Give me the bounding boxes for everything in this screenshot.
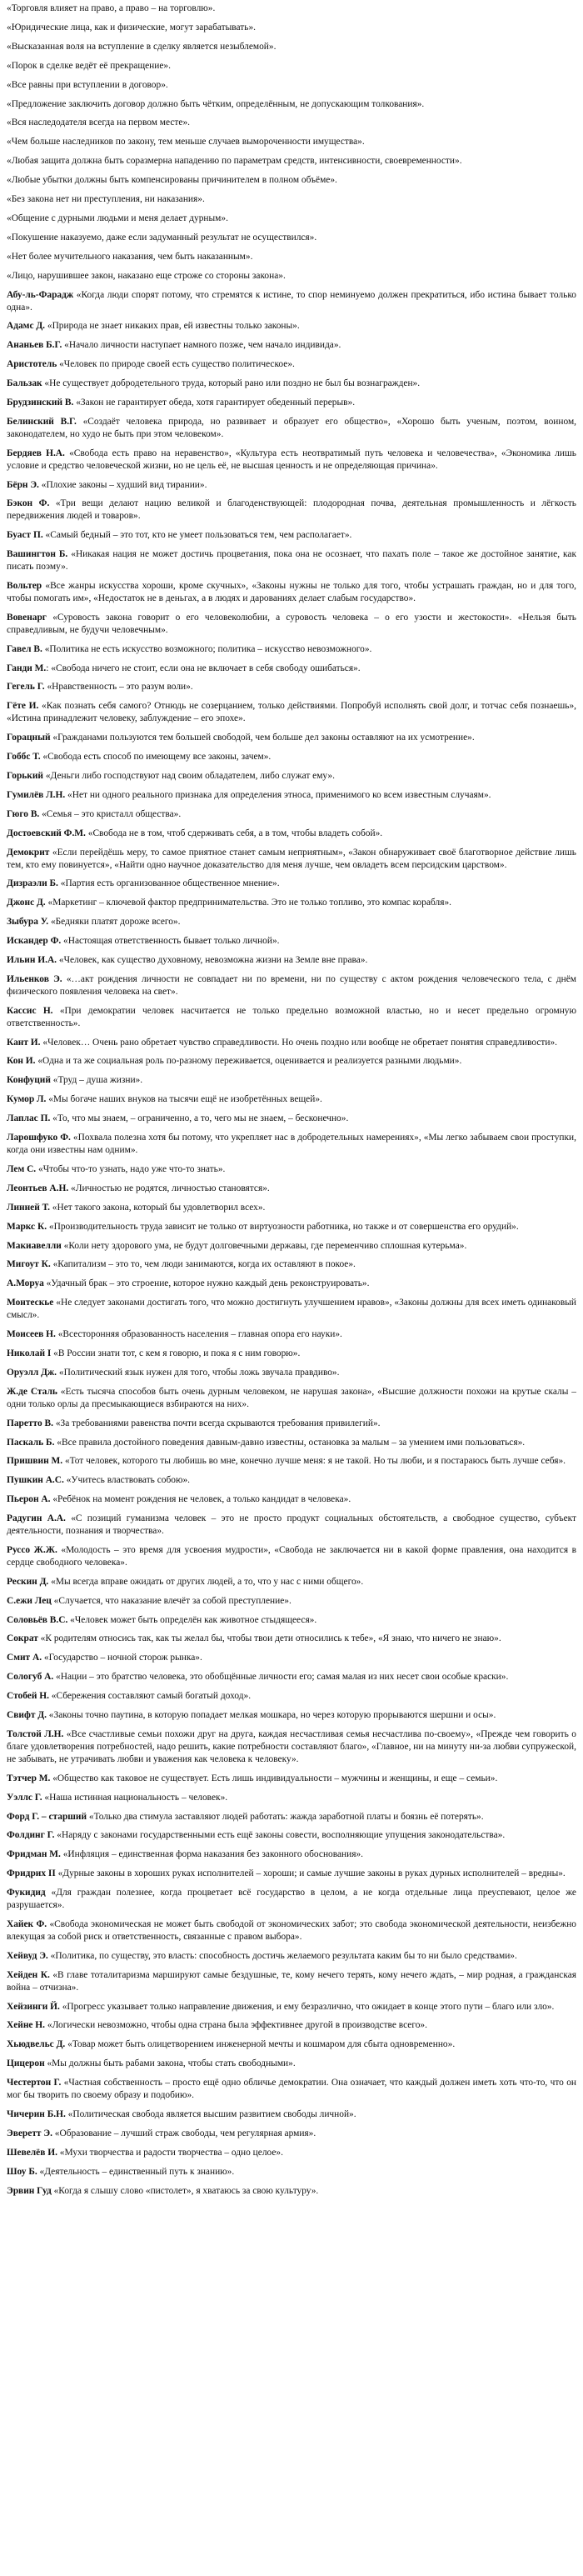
- quote-text: «Как познать себя самого? Отнюдь не созерцанием, только действиями. Попробуй исполнять свой долг, и тотчас себя познаешь», «Истина принадлежит человеку, заблуждение – его эпохе».: [7, 701, 576, 724]
- quote-text: «Высказанная воля на вступление в сделку является незыблемой».: [7, 41, 277, 52]
- quote-line: [7, 1671, 576, 1683]
- quote-line: [7, 770, 576, 783]
- quote-line: [7, 580, 576, 605]
- quote-text: «В главе тоталитаризма маршируют самые бездушные, те, кому нечего терять, кому нечего ждать, – мир родная, а гражданская война – отчизна».: [7, 1969, 577, 1993]
- quote-line: [7, 174, 576, 187]
- quote-line: [7, 1829, 576, 1842]
- quote-text: «Когда я слышу слово «пистолет», я хватаюсь за свою культуру».: [51, 2185, 319, 2196]
- quote-line: [7, 1037, 576, 1049]
- quote-author: Соловьёв В.С.: [7, 1614, 68, 1625]
- quote-text: «Для граждан полезнее, когда процветает всё государство в целом, а не когда отдельные лица преуспевают, целое же разрушается».: [7, 1888, 576, 1911]
- quote-author: Свифт Д.: [7, 1710, 47, 1721]
- quote-author: Ильенков Э.: [7, 973, 62, 984]
- quote-text: «Закон не гарантирует обеда, хотя гарантирует обеденный перерыв».: [73, 398, 356, 408]
- quote-text: «Человек… Очень рано обретает чувство справедливости. Но очень поздно или вообще не обретает понятия справедливости».: [40, 1037, 558, 1048]
- quote-author: Вольтер: [7, 581, 42, 591]
- quote-line: [7, 935, 576, 948]
- quote-author: Гёте И.: [7, 701, 39, 712]
- quote-author: Гумилёв Л.Н.: [7, 789, 66, 800]
- quote-line: [7, 1950, 576, 1963]
- quote-author: Сологуб А.: [7, 1672, 54, 1683]
- quote-text: «Мы должны быть рабами закона, чтобы стать свободными».: [44, 2058, 296, 2069]
- quote-line: [7, 1202, 576, 1214]
- quote-text: «Общество как таковое не существует. Есть лишь индивидуальности – мужчины и женщины, и еще – семьи».: [50, 1773, 498, 1783]
- quote-text: «Все жанры искусства хороши, кроме скучных», «Законы нужны не только для того, чтобы устрашать граждан, но и для того, чтобы помогать им», «Недостаток не в деньгах, а в людях и дарованиях делает слабым государство».: [7, 581, 576, 603]
- quote-line: [7, 1437, 576, 1449]
- quote-author: Ганди М.: [7, 663, 47, 673]
- quote-line: [7, 1690, 576, 1703]
- quote-line: [7, 3, 576, 15]
- quote-text: «За требованиями равенства почти всегда скрываются требования привилегий».: [52, 1418, 381, 1428]
- quote-line: [7, 1367, 576, 1379]
- quote-text: «Сбережения составляют самый богатый доход».: [48, 1691, 252, 1702]
- quote-author: Моисеев Н.: [7, 1329, 56, 1340]
- quote-text: «Свобода не в том, чтоб сдерживать себя, а в том, чтобы владеть собой».: [85, 828, 383, 838]
- quote-line: [7, 2058, 576, 2070]
- quote-line: [7, 1493, 576, 1506]
- quote-text: «Государство – ночной сторож рынка».: [42, 1653, 202, 1663]
- quote-author: Руссо Ж.Ж.: [7, 1544, 57, 1555]
- quote-text: «Не следует законами достигать того, что можно достигнуть улучшением нравов», «Законы должны для всех иметь одинаковый смысл».: [7, 1298, 576, 1321]
- quote-author: Стобей Н.: [7, 1691, 49, 1702]
- quote-text: «Одна и та же социальная роль по-разному переживается, оценивается и реализуется разными людьми».: [35, 1056, 462, 1067]
- quote-line: [7, 1418, 576, 1430]
- quote-author: Лем С.: [7, 1163, 37, 1174]
- quote-author: Паретто В.: [7, 1418, 53, 1428]
- quote-line: [7, 897, 576, 909]
- quote-text: «Торговля влияет на право, а право – на торговлю».: [7, 3, 216, 13]
- quote-line: [7, 878, 576, 890]
- quote-text: «Труд – душа жизни».: [50, 1075, 143, 1086]
- quote-text: «Любая защита должна быть соразмерна нападению по параметрам средств, интенсивности, своевременности».: [7, 156, 462, 167]
- quote-author: Кон И.: [7, 1056, 36, 1067]
- quote-line: [7, 916, 576, 928]
- quote-line: [7, 612, 576, 637]
- quote-author: Дизраэли Б.: [7, 878, 58, 889]
- quote-author: Демокрит: [7, 847, 50, 858]
- quote-line: [7, 1595, 576, 1608]
- quote-author: Ильин И.А.: [7, 955, 57, 966]
- quote-text: «Товар может быть олицетворением инженерной мечты и кошмаром для сбыта одновременно».: [65, 2039, 456, 2050]
- quote-author: Ананьев Б.Г.: [7, 340, 62, 351]
- quote-text: «Политическая свобода является высшим развитием свободы личной».: [65, 2108, 356, 2119]
- quote-line: [7, 1513, 576, 1538]
- quote-text: «При демократии человек насчитается не только предельно возможной властью, но и несет предельно огромную ответственность».: [7, 1005, 576, 1028]
- quote-author: А.Моруа: [7, 1278, 44, 1289]
- quote-author: Бердяев Н.А.: [7, 448, 65, 458]
- quote-author: Паскаль Б.: [7, 1437, 55, 1448]
- quote-text: «Логически невозможно, чтобы одна страна была эффективнее другой в производстве всего».: [45, 2020, 427, 2031]
- quote-line: [7, 1328, 576, 1341]
- quote-text: «Любые убытки должны быть компенсированы причинителем в полном объёме».: [7, 175, 337, 186]
- quote-text: «Партия есть организованное общественное мнение».: [57, 878, 280, 889]
- quote-line: [7, 358, 576, 371]
- quote-text: «Мы всегда вправе ожидать от других людей, а то, что у нас с ними общего».: [48, 1576, 364, 1587]
- quote-author: Пушкин А.С.: [7, 1475, 64, 1486]
- quote-text: «Бедняки платят дороже всего».: [48, 917, 181, 928]
- quote-line: [7, 1074, 576, 1087]
- quote-text: «Тот человек, которого ты любишь во мне, конечно лучше меня: я не такой. Но ты люби, и я постараюсь быть лучше себя».: [62, 1456, 566, 1467]
- quote-author: Эрвин Гуд: [7, 2185, 52, 2196]
- quote-text: «Маркетинг – ключевой фактор предпринимательства. Это не только топливо, это компас корабля».: [45, 898, 451, 908]
- quote-author: Макиавелли: [7, 1240, 62, 1251]
- quote-text: «Семья – это кристалл общества».: [39, 808, 182, 819]
- quote-author: Хейне Н.: [7, 2020, 46, 2031]
- quote-text: «Похвала полезна хотя бы потому, что укрепляет нас в добродетельных намерениях», «Мы легко забываем свои проступки, когда они известны нам одним».: [7, 1133, 576, 1155]
- quote-text: «Капитализм – это то, чем люди занимаются, когда их оставляют в покое».: [50, 1259, 356, 1270]
- quote-author: Уэллс Г.: [7, 1792, 42, 1803]
- quote-text: «Ребёнок на момент рождения не человек, а только кандидат в человека».: [50, 1494, 351, 1505]
- quote-author: Бёрн Э.: [7, 479, 39, 490]
- quote-line: [7, 1811, 576, 1823]
- quote-line: [7, 339, 576, 352]
- quote-text: «Предложение заключить договор должно быть чётким, определённым, не допускающим толкования».: [7, 98, 425, 109]
- quote-author: Честертон Г.: [7, 2078, 62, 2088]
- quote-text: «Человек по природе своей есть существо политическое».: [57, 359, 295, 370]
- quote-text: «Удачный брак – это строение, которое нужно каждый день реконструировать».: [43, 1278, 370, 1289]
- quote-text: «Коли нету здорового ума, не будут долговечными державы, где переменчиво сплошная кутерьма».: [61, 1240, 467, 1251]
- quote-author: Зыбура У.: [7, 917, 49, 928]
- quote-line: [7, 2147, 576, 2159]
- quote-author: Сократ: [7, 1633, 38, 1644]
- quote-author: Бальзак: [7, 378, 42, 389]
- quote-author: Хайек Ф.: [7, 1918, 47, 1929]
- quote-line: [7, 1633, 576, 1645]
- quote-line: [7, 1258, 576, 1271]
- quote-line: [7, 320, 576, 333]
- quote-line: [7, 847, 576, 872]
- quote-text: «Все равны при вступлении в договор».: [7, 79, 168, 90]
- quote-line: [7, 2001, 576, 2013]
- quote-line: [7, 1868, 576, 1880]
- quote-line: [7, 1792, 576, 1804]
- quote-text: «Дурные законы в хороших руках исполнителей – хороши; и самые лучшие законы в руках дурных исполнителей – вредны».: [55, 1868, 566, 1879]
- quote-line: [7, 1183, 576, 1195]
- quote-author: Цицерон: [7, 2058, 45, 2069]
- quote-line: [7, 1887, 576, 1912]
- quote-line: [7, 289, 576, 314]
- quote-text: «Есть тысяча способов быть очень дурным человеком, не нарушая закона», «Высшие должности похожи на крутые скалы – одни только орлы да пресмыкающиеся взбираются на них».: [7, 1386, 576, 1409]
- quote-line: [7, 60, 576, 73]
- quote-author: Фридман М.: [7, 1849, 61, 1860]
- quote-line: [7, 2185, 576, 2198]
- quote-text: «Без закона нет ни преступления, ни наказания».: [7, 194, 205, 205]
- quote-line: [7, 98, 576, 111]
- quote-text: «В России знати тот, с кем я говорю, и пока я с ним говорю».: [51, 1348, 301, 1358]
- quote-text: «Чем больше наследников по закону, тем меньше случаев вымороченности имущества».: [7, 137, 365, 148]
- quote-author: Кумор Л.: [7, 1094, 47, 1105]
- quote-line: [7, 1297, 576, 1322]
- quote-line: [7, 1132, 576, 1157]
- quote-text: «Создаёт человека природа, но развивает и образует его общество», «Хорошо быть ученым, поэтом, воином, законодателем, но худо не быть при этом человеком».: [7, 416, 577, 439]
- quote-text: «Все правила достойного поведения давным-давно известны, остановка за малым – за умением ими пользоваться».: [54, 1437, 526, 1448]
- quote-author: Лаплас П.: [7, 1113, 51, 1124]
- quote-author: Достоевский Ф.М.: [7, 828, 86, 838]
- quote-author: Оруэлл Дж.: [7, 1367, 57, 1378]
- quote-author: Маркс К.: [7, 1221, 47, 1232]
- quote-line: [7, 117, 576, 129]
- quote-author: Кассис Н.: [7, 1005, 53, 1016]
- quote-text: «Самый бедный – это тот, кто не умеет пользоваться тем, чем располагает».: [42, 530, 352, 541]
- quote-line: [7, 2038, 576, 2051]
- quote-author: Гоббс Т.: [7, 752, 41, 763]
- quote-line: [7, 643, 576, 656]
- quote-author: Шевелёв И.: [7, 2147, 57, 2158]
- quote-author: Ларошфуко Ф.: [7, 1133, 71, 1143]
- quote-author: Гюго В.: [7, 808, 40, 819]
- quote-line: [7, 700, 576, 725]
- quote-text: «Нации – это братство человека, это обобщённые личности его; самая малая из них несет свои особые краски».: [53, 1672, 509, 1683]
- quote-author: Горький: [7, 770, 43, 781]
- quote-text: «Никакая нация не может достичь процветания, пока она не осознает, что пахать поле – такое же достойное занятие, как писать поэму».: [7, 549, 576, 573]
- quote-line: [7, 789, 576, 802]
- quote-text: «Только два стимула заставляют людей работать: жажда заработной платы и боязнь её потерять».: [87, 1811, 484, 1822]
- quote-author: Аристотель: [7, 359, 57, 370]
- quote-text: «Частная собственность – просто ещё одно обличье демократии. Она означает, что каждый должен иметь хоть что-то, что он мог бы творить по своему образу и подобию».: [7, 2078, 576, 2101]
- quote-author: Мигоут К.: [7, 1259, 51, 1270]
- quote-author: Вашингтон Б.: [7, 549, 68, 560]
- quote-line: [7, 448, 576, 473]
- quote-text: «Политический язык нужен для того, чтобы ложь звучала правдиво».: [57, 1367, 340, 1378]
- quote-text: «Молодость – это время для усвоения мудрости», «Свобода не заключается ни в какой форме правления, она находится в сердце свободного человека».: [7, 1544, 576, 1568]
- quote-text: «Мухи творчества и радости творчества – одно целое».: [57, 2147, 283, 2158]
- quote-author: Пьерон А.: [7, 1494, 51, 1505]
- quote-author: Толстой Л.Н.: [7, 1729, 64, 1739]
- quote-line: [7, 1709, 576, 1722]
- quote-line: [7, 136, 576, 148]
- quote-author: Кант И.: [7, 1037, 41, 1048]
- quote-line: [7, 732, 576, 744]
- quote-author: Абу-ль-Фарадж: [7, 289, 74, 300]
- quote-text: «Политика не есть искусство возможного; политика – искусство невозможного».: [42, 643, 372, 654]
- quote-line: [7, 1544, 576, 1569]
- quote-text: «Прогресс указывает только направление движения, и ему безразлично, что ожидает в конце этого пути – благо или зло».: [59, 2001, 555, 2012]
- quote-author: Гегель Г.: [7, 682, 45, 693]
- quote-line: [7, 1728, 576, 1766]
- quote-author: Фридрих II: [7, 1868, 56, 1879]
- quote-line: [7, 1240, 576, 1253]
- quote-text: «Лицо, нарушившее закон, наказано еще строже со стороны закона».: [7, 270, 286, 281]
- quote-line: [7, 2019, 576, 2032]
- quote-line: [7, 548, 576, 573]
- quote-text: «Образование – лучший страж свободы, чем регулярная армия».: [52, 2128, 316, 2138]
- quote-text: : «Свобода ничего не стоит, если она не включает в себя свободу ошибаться».: [46, 663, 361, 673]
- quote-author: Хейзинги Й.: [7, 2001, 60, 2012]
- quote-line: [7, 973, 576, 998]
- quote-text: «Гражданами пользуются тем большей свободой, чем больше дел законы оставляют на их усмотрение».: [50, 733, 475, 743]
- quote-author: Пришвин М.: [7, 1456, 63, 1467]
- quote-line: [7, 1614, 576, 1627]
- quote-line: [7, 2108, 576, 2121]
- quote-text: «Случается, что наказание влечёт за собой преступление».: [51, 1595, 292, 1606]
- quote-author: Рескин Д.: [7, 1576, 49, 1587]
- quote-line: [7, 529, 576, 542]
- quote-text: «Юридические лица, как и физические, могут зарабатывать».: [7, 22, 256, 33]
- quote-text: «Наша истинная национальность – человек».: [42, 1792, 228, 1803]
- quote-author: Чичерин Б.Н.: [7, 2108, 66, 2119]
- quote-text: «Порок в сделке ведёт её прекращение».: [7, 60, 171, 71]
- quote-author: Фолдинг Г.: [7, 1830, 55, 1841]
- quote-text: «Покушение наказуемо, даже если задуманный результат не осуществился».: [7, 232, 317, 243]
- quote-text: «Всесторонняя образованность населения – главная опора его науки».: [55, 1329, 342, 1340]
- quote-line: [7, 270, 576, 283]
- quote-line: [7, 1278, 576, 1290]
- quote-author: Радугин А.А.: [7, 1513, 66, 1524]
- quote-author: Ж.де Сталь: [7, 1386, 57, 1397]
- quote-line: [7, 1221, 576, 1233]
- quote-line: [7, 378, 576, 390]
- quote-line: [7, 1113, 576, 1125]
- quote-line: [7, 808, 576, 821]
- quote-text: «Нет более мучительного наказания, чем быть наказанным».: [7, 251, 253, 262]
- quote-line: [7, 251, 576, 263]
- quote-text: «Не существует добродетельного труда, который рано или поздно не был бы вознагражден».: [42, 378, 421, 389]
- quote-text: «Политика, по существу, это власть: способность достичь желаемого результата каким бы то ни было средствами».: [47, 1950, 517, 1961]
- quote-line: [7, 1093, 576, 1106]
- quote-line: [7, 213, 576, 225]
- quote-text: «…акт рождения личности не совпадает ни по времени, ни по существу с актом рождения человеческого тела, с днём физического появления человека на свет».: [7, 973, 576, 997]
- quote-text: «Все счастливые семьи похожи друг на друга, каждая несчастливая семья несчастлива по-своему», «Прежде чем говорить о благе удовлетворения потребностей, надо решить, какие потребности составляют благо», «Главное, ни на минуту ни-за любви супружеской, не забывать, не утрачивать любви и уважения как человека к человеку».: [7, 1729, 577, 1764]
- quote-line: [7, 1773, 576, 1785]
- quote-author: Монтескье: [7, 1298, 54, 1308]
- quote-author: Хьюдвельс Д.: [7, 2039, 66, 2050]
- quote-text: «Свобода есть право на неравенство», «Культура есть неотвратимый путь человека и человечества», «Экономика лишь условие и средство человеческой жизни, но не цель её, не высшая ценность и не определяющая причина».: [7, 448, 576, 471]
- quote-line: [7, 22, 576, 34]
- quote-line: [7, 828, 576, 840]
- quote-line: [7, 79, 576, 92]
- quote-text: «Начало личности наступает намного позже, чем начало индивида».: [62, 340, 341, 351]
- quote-author: Форд Г. – старший: [7, 1811, 87, 1822]
- quote-author: Конфуций: [7, 1075, 51, 1086]
- quote-text: «Человек может быть определён как животное стыдящееся».: [67, 1614, 317, 1625]
- quote-author: Хейден К.: [7, 1969, 50, 1980]
- quote-line: [7, 1474, 576, 1487]
- quote-line: [7, 1386, 576, 1411]
- quote-author: С.ежи Лец: [7, 1595, 52, 1606]
- quote-text: «Личностью не родятся, личностью становятся».: [68, 1183, 270, 1193]
- quote-text: «Законы точно паутина, в которую попадает мелкая мошкара, но через которую прорываются шершни и осы».: [46, 1710, 496, 1721]
- quote-line: [7, 1652, 576, 1664]
- quote-author: Фукидид: [7, 1888, 46, 1898]
- quote-line: [7, 193, 576, 206]
- quote-line: [7, 751, 576, 763]
- quote-line: [7, 41, 576, 53]
- quote-line: [7, 954, 576, 967]
- quote-text: «Производительность труда зависит не только от виртуозности работника, но также и от совершенства его орудий».: [47, 1221, 519, 1232]
- quote-text: «К родителям относись так, как ты желал бы, чтобы твои дети относились к тебе», «Я знаю, что ничего не знаю».: [37, 1633, 501, 1644]
- quote-line: [7, 2128, 576, 2140]
- quote-line: [7, 1348, 576, 1360]
- quote-author: Тэтчер М.: [7, 1773, 51, 1783]
- quote-text: «Нет ни одного реального признака для определения этноса, применимого ко всем известным случаям».: [65, 789, 491, 800]
- quote-author: Леонтьев А.Н.: [7, 1183, 69, 1193]
- quote-line: [7, 232, 576, 244]
- quote-line: [7, 155, 576, 168]
- quote-text: «Если перейдёшь меру, то самое приятное станет самым неприятным», «Закон обнаруживает своё благотворное действие лишь тем, кто ему повинуется», «Найти одно научное доказательство для меня лучше, чем овладеть всем персидским царством».: [7, 847, 576, 870]
- quote-text: «Мы богаче наших внуков на тысячи ещё не изобретённых вещей».: [46, 1094, 322, 1105]
- quote-author: Адамс Д.: [7, 321, 46, 332]
- quote-text: «Учитесь властвовать собою».: [63, 1475, 191, 1486]
- quote-line: [7, 663, 576, 675]
- quote-line: [7, 1455, 576, 1468]
- quote-text: «Общение с дурными людьми и меня делает дурным».: [7, 213, 228, 223]
- quote-text: «Инфляция – единственная форма наказания без законного обоснования».: [60, 1849, 363, 1860]
- quote-line: [7, 2077, 576, 2102]
- quote-author: Бэкон Ф.: [7, 498, 50, 509]
- quote-line: [7, 1848, 576, 1861]
- quote-text: «Свобода есть способ по имеющему все законы, зачем».: [40, 752, 272, 763]
- quote-author: Эверетт Э.: [7, 2128, 52, 2138]
- quote-author: Линней Т.: [7, 1202, 50, 1213]
- quote-text: «Чтобы что-то узнать, надо уже что-то знать».: [36, 1163, 226, 1174]
- quote-text: «Плохие законы – худший вид тирании».: [38, 479, 207, 490]
- quote-author: Искандер Ф.: [7, 936, 62, 947]
- quote-line: [7, 416, 576, 441]
- quote-author: Хейвуд Э.: [7, 1950, 48, 1961]
- quote-text: «Суровость закона говорит о его человеколюбии, а суровость человека – о его узости и жестокости». «Нельзя быть справедливым, не будучи человечным».: [7, 612, 576, 635]
- quote-author: Брудзинский В.: [7, 398, 74, 408]
- quote-line: [7, 1969, 576, 1994]
- quote-text: «Нет такого закона, который бы удовлетворил всех».: [49, 1202, 266, 1213]
- quote-text: «Вся наследодателя всегда на первом месте».: [7, 118, 190, 128]
- quote-text: «Наряду с законами государственными есть ещё законы совести, восполняющие упущения законодательства».: [54, 1830, 506, 1841]
- quote-author: Николай I: [7, 1348, 52, 1358]
- quote-author: Вовенарг: [7, 612, 47, 623]
- quote-line: [7, 498, 576, 523]
- quote-author: Джонс Д.: [7, 898, 46, 908]
- quote-text: «Свобода экономическая не может быть свободой от экономических забот; это свобода экономической деятельности, неизбежно влекущая за собой риск и ответственность, связанные с правом выбора».: [7, 1918, 576, 1942]
- quote-line: [7, 397, 576, 409]
- quote-line: [7, 681, 576, 693]
- quote-line: [7, 1055, 576, 1068]
- quote-text: «Нравственность – это разум воли».: [44, 682, 193, 693]
- quote-author: Буаст П.: [7, 530, 43, 541]
- quote-text: «Три вещи делают нацию великой и благоденствующей: плодородная почва, деятельная промышленность и лёгкость передвижения людей и товаров».: [7, 498, 576, 522]
- quote-text: «Деятельность – единственный путь к знанию».: [37, 2166, 235, 2177]
- quote-text: «Природа не знает никаких прав, ей известны только законы».: [45, 321, 300, 332]
- quote-text: «Человек, как существо духовному, невозможна жизни на Земле вне права».: [57, 955, 368, 966]
- quote-author: Шоу Б.: [7, 2166, 37, 2177]
- quote-text: «С позиций гуманизма человек – это не просто продукт социальных обстоятельств, а свободное существо, субъект деятельности, познания и творчества».: [7, 1513, 576, 1537]
- quote-author: Горацный: [7, 733, 51, 743]
- quote-line: [7, 1576, 576, 1588]
- quote-line: [7, 479, 576, 492]
- quote-author: Гавел В.: [7, 643, 42, 654]
- quote-author: Смит А.: [7, 1653, 42, 1663]
- quote-line: [7, 1005, 576, 1030]
- quote-text: «Настоящая ответственность бывает только личной».: [61, 936, 280, 947]
- quote-text: «Деньги либо господствуют над своим обладателем, либо служат ему».: [43, 770, 335, 781]
- quote-line: [7, 1163, 576, 1176]
- quote-text: «То, что мы знаем, – ограниченно, а то, чего мы не знаем, – бесконечно».: [50, 1113, 349, 1124]
- quote-text: «Когда люди спорят потому, что стремятся к истине, то спор неминуемо должен прекратиться, ибо истина бывает только одна».: [7, 289, 576, 313]
- quote-author: Белинский В.Г.: [7, 416, 77, 427]
- quote-line: [7, 2166, 576, 2178]
- quote-line: [7, 1918, 576, 1943]
